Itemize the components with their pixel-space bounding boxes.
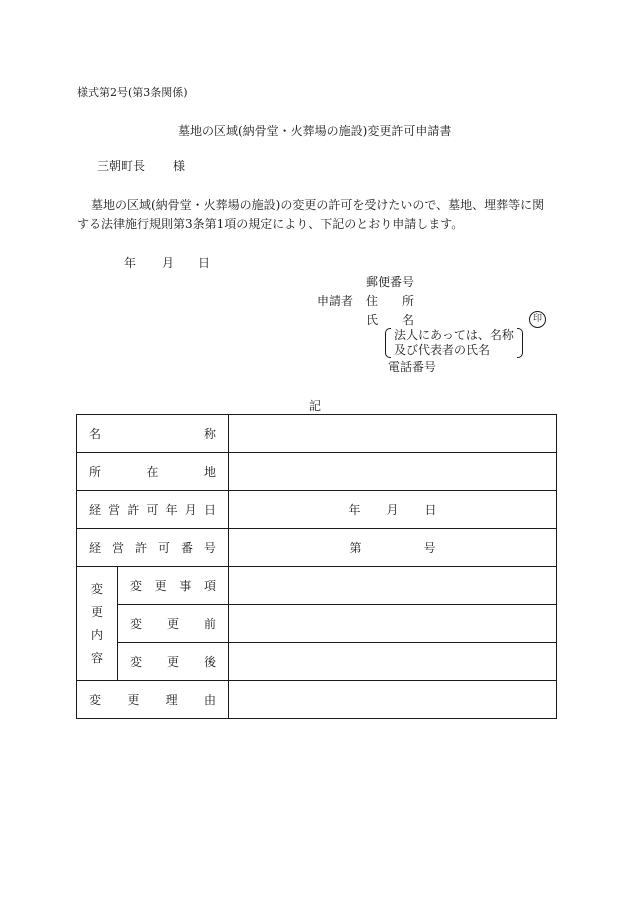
address-label-second: 所 [402,294,415,308]
after-char-3: 後 [203,655,216,669]
addressee-honorific: 様 [173,159,186,173]
change-item-label-cell [118,567,229,605]
row-permit-date [77,491,557,529]
reason-char-1: 変 [89,693,102,707]
change-content-char-4: 容 [90,650,103,665]
permit-number-char-3: 許 [134,541,147,555]
before-char-3: 前 [203,617,216,631]
postal-code-label: 郵便番号 [366,275,415,289]
before-label-cell [118,605,229,643]
change-content-label-cell [77,567,118,681]
before-char-1: 変 [130,617,143,631]
location-char-1: 所 [89,465,102,479]
after-char-1: 変 [130,655,143,669]
addressee [97,159,185,173]
row-change-item [77,567,557,605]
change-item-char-3: 事 [179,579,192,593]
phone-label: 電話番号 [388,360,437,374]
row-before [77,605,557,643]
reason-char-4: 由 [203,693,216,707]
location-value-cell[interactable] [229,453,557,491]
date-day-label: 日 [198,256,211,270]
name-char-2: 称 [203,427,216,441]
permit-number-char-6: 号 [203,541,216,555]
corporate-note [385,328,523,358]
reason-label-cell [77,681,229,719]
address-label-first: 住 [366,294,379,308]
permit-date-char-1: 経 [89,503,102,517]
permit-date-label-cell [77,491,229,529]
paragraph-line-1: 墓地の区域(納骨堂・火葬場の施設)の変更の許可を受けたいので、墓地、埋葬等に関 [91,198,545,212]
change-content-char-2: 更 [90,604,103,619]
name-label-second: 名 [402,313,415,327]
permit-number-label-cell [77,529,229,567]
permit-date-char-2: 営 [108,503,121,517]
permit-number-value-cell[interactable] [229,529,557,567]
row-location [77,453,557,491]
reason-char-3: 理 [165,693,178,707]
row-name [77,415,557,453]
permit-date-char-4: 可 [146,503,159,517]
after-label-cell [118,643,229,681]
before-value-cell[interactable] [229,605,557,643]
permit-number-prefix: 第 [349,541,362,555]
after-value-cell[interactable] [229,643,557,681]
before-char-2: 更 [166,617,179,631]
change-content-char-3: 内 [90,627,103,642]
permit-number-suffix: 号 [423,541,436,555]
details-table [76,414,557,719]
permit-year-label: 年 [348,503,361,517]
permit-date-char-7: 日 [203,503,216,517]
name-label-cell [77,415,229,453]
permit-date-value-cell[interactable] [229,491,557,529]
request-paragraph [77,196,567,234]
permit-date-char-5: 年 [165,503,178,517]
permit-date-char-3: 許 [127,503,140,517]
location-char-2: 在 [146,465,159,479]
change-content-char-1: 変 [90,581,103,596]
permit-date-char-6: 月 [184,503,197,517]
after-char-2: 更 [166,655,179,669]
change-item-value-cell[interactable] [229,567,557,605]
left-bracket [385,328,391,358]
applicant-label: 申請者 [317,294,354,308]
permit-number-char-4: 可 [157,541,170,555]
seal-mark: 印 [529,311,546,328]
corporate-note-line-1: 法人にあっては、名称 [394,328,514,342]
change-item-char-4: 項 [203,579,216,593]
document-title: 墓地の区域(納骨堂・火葬場の施設)変更許可申請書 [178,124,452,138]
name-label-first: 氏 [366,313,379,327]
permit-number-char-5: 番 [180,541,193,555]
right-bracket [517,328,523,358]
location-char-3: 地 [203,465,216,479]
row-reason [77,681,557,719]
reason-value-cell[interactable] [229,681,557,719]
row-after [77,643,557,681]
permit-day-label: 日 [424,503,437,517]
form-number: 様式第2号(第3条関係) [77,86,188,99]
date-year-label: 年 [124,256,137,270]
corporate-note-line-2: 及び代表者の氏名 [394,343,491,357]
row-permit-number [77,529,557,567]
date-month-label: 月 [162,256,175,270]
change-item-char-2: 更 [154,579,167,593]
name-char-1: 名 [89,427,102,441]
name-value-cell[interactable] [229,415,557,453]
permit-number-char-1: 経 [89,541,102,555]
ki-heading: 記 [309,399,322,413]
permit-number-char-2: 営 [111,541,124,555]
paragraph-line-2: する法律施行規則第3条第1項の規定により、下記のとおり申請します。 [77,217,464,231]
change-item-char-1: 変 [130,579,143,593]
addressee-name: 三朝町長 [97,159,146,173]
reason-char-2: 更 [127,693,140,707]
location-label-cell [77,453,229,491]
permit-month-label: 月 [386,503,399,517]
